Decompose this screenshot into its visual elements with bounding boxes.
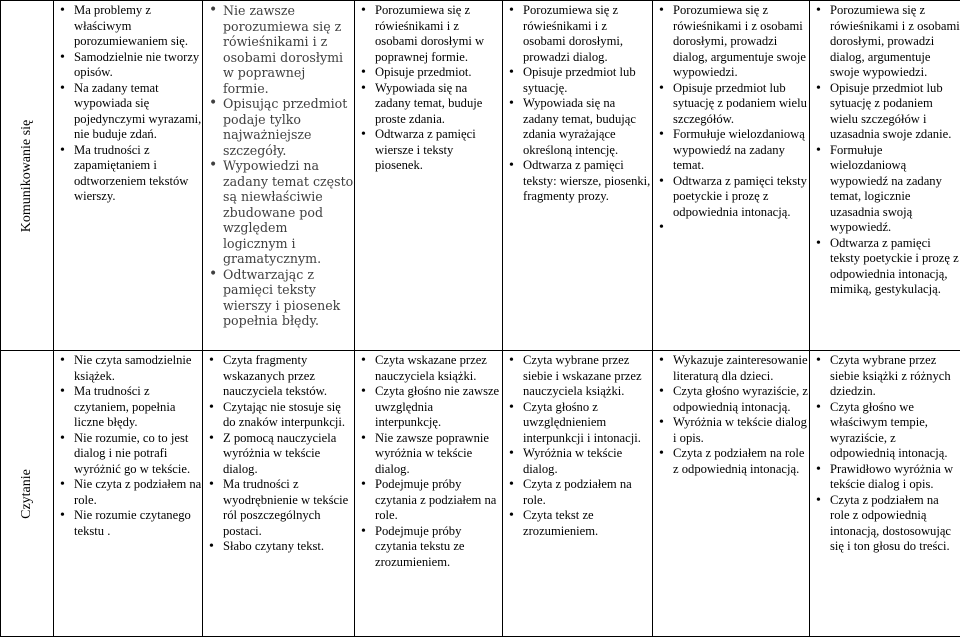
criteria-item: • Opisując przedmiot podaje tylko najważniejsze szczegóły. — [203, 96, 354, 158]
row-komunikowanie — [1, 1, 960, 351]
criteria-item: • Odtwarza z pamięci teksty poetyckie i prozę z odpowiednia intonacją, mimiką, gestykulacją. — [810, 236, 960, 298]
criteria-item: • Opisuje przedmiot lub sytuację z podaniem wielu szczegółów. — [653, 81, 809, 128]
criteria-item: • Czyta z podziałem na role. — [503, 477, 652, 508]
row-czytanie — [1, 351, 960, 637]
criteria-item: • Wypowiedzi na zadany temat często są niewłaściwie zbudowane pod względem logicznym i gramatycznym. — [203, 158, 354, 267]
criteria-item: • Z pomocą nauczyciela wyróżnia w tekście dialog. — [203, 431, 354, 478]
criteria-list — [503, 351, 652, 539]
criteria-list — [355, 351, 502, 570]
criteria-item: • Opisuje przedmiot lub sytuację. — [503, 65, 652, 96]
criteria-item: • Odtwarza z pamięci wiersze i teksty piosenek. — [355, 127, 502, 174]
criteria-cell — [503, 351, 653, 637]
criteria-item: • Czyta głośno z uwzględnieniem interpunkcji i intonacji. — [503, 400, 652, 447]
criteria-item: • Ma trudności z czytaniem, popełnia liczne błędy. — [54, 384, 202, 431]
criteria-item: • Wyróżnia w tekście dialog i opis. — [653, 415, 809, 446]
criteria-item: • Porozumiewa się z rówieśnikami i z osobami dorosłymi, prowadzi dialog, argumentuje swoje wypowiedzi. — [810, 3, 960, 81]
row-header — [1, 351, 54, 637]
criteria-cell — [653, 351, 810, 637]
criteria-item: • Formułuje wielozdaniową wypowiedź na zadany temat, logicznie uzasadnia swoją wypowiedź. — [810, 143, 960, 236]
criteria-item: • Nie zawsze poprawnie wyróżnia w tekście dialog. — [355, 431, 502, 478]
row-label: Czytanie — [19, 469, 35, 519]
criteria-item: • Na zadany temat wypowiada się pojedynczymi wyrazami, nie buduje zdań. — [54, 81, 202, 143]
criteria-item: • Podejmuje próby czytania z podziałem na role. — [355, 477, 502, 524]
criteria-item: • Czyta wskazane przez nauczyciela książki. — [355, 353, 502, 384]
criteria-item: • Czyta głośno wyraziście, z odpowiednią intonacją. — [653, 384, 809, 415]
criteria-item: • Słabo czytany tekst. — [203, 539, 354, 555]
criteria-item: • Ma problemy z właściwym porozumiewaniem się. — [54, 3, 202, 50]
criteria-item: • Wykazuje zainteresowanie literaturą dla dzieci. — [653, 353, 809, 384]
criteria-list — [653, 351, 809, 477]
criteria-cell — [810, 351, 960, 637]
criteria-item: • Prawidłowo wyróżnia w tekście dialog i opis. — [810, 462, 960, 493]
criteria-item: • Czyta głośno nie zawsze uwzględnia interpunkcję. — [355, 384, 502, 431]
criteria-list — [653, 1, 809, 220]
criteria-item: • Porozumiewa się z rówieśnikami i z osobami dorosłymi w poprawnej formie. — [355, 3, 502, 65]
criteria-item: • Opisuje przedmiot. — [355, 65, 502, 81]
criteria-list — [54, 1, 202, 205]
criteria-item: • Nie czyta z podziałem na role. — [54, 477, 202, 508]
criteria-item: • Czyta wybrane przez siebie książki z różnych dziedzin. — [810, 353, 960, 400]
criteria-item: • Czyta z podziałem na role z odpowiednią intonacją. — [653, 446, 809, 477]
criteria-item: • Czyta fragmenty wskazanych przez nauczyciela tekstów. — [203, 353, 354, 400]
criteria-cell — [653, 1, 810, 351]
criteria-item: • Porozumiewa się z rówieśnikami i z osobami dorosłymi, prowadzi dialog. — [503, 3, 652, 65]
criteria-item: • Opisuje przedmiot lub sytuację z podaniem wielu szczegółów i uzasadnia swoje zdanie. — [810, 81, 960, 143]
criteria-list — [355, 1, 502, 174]
criteria-list — [203, 351, 354, 555]
row-header — [1, 1, 54, 351]
criteria-item: • Odtwarzając z pamięci teksty wierszy i piosenek popełnia błędy. — [203, 267, 354, 329]
criteria-cell — [810, 1, 960, 351]
criteria-item: • Czyta tekst ze zrozumieniem. — [503, 508, 652, 539]
criteria-cell — [203, 351, 355, 637]
criteria-item: • Wypowiada się na zadany temat, buduje proste zdania. — [355, 81, 502, 128]
criteria-list — [203, 1, 354, 329]
criteria-cell — [503, 1, 653, 351]
criteria-cell — [355, 1, 503, 351]
criteria-item: • Wyróżnia w tekście dialog. — [503, 446, 652, 477]
criteria-item: • Czyta głośno we właściwym tempie, wyraziście, z odpowiednią intonacją. — [810, 400, 960, 462]
criteria-cell — [355, 351, 503, 637]
criteria-list — [503, 1, 652, 205]
criteria-list — [810, 351, 960, 555]
criteria-list — [54, 351, 202, 539]
criteria-cell — [54, 351, 203, 637]
criteria-item: • Nie zawsze porozumiewa się z rówieśnikami i z osobami dorosłymi w poprawnej formie. — [203, 3, 354, 96]
criteria-item: • Nie czyta samodzielnie książek. — [54, 353, 202, 384]
criteria-list — [810, 1, 960, 298]
criteria-item: • Podejmuje próby czytania tekstu ze zrozumieniem. — [355, 524, 502, 571]
criteria-item: • Odtwarza z pamięci teksty poetyckie i prozę z odpowiednia intonacją. — [653, 174, 809, 221]
criteria-item: • Nie rozumie, co to jest dialog i nie potrafi wyróżnić go w tekście. — [54, 431, 202, 478]
criteria-cell — [203, 1, 355, 351]
criteria-item: • Nie rozumie czytanego tekstu . — [54, 508, 202, 539]
criteria-item: • Czyta z podziałem na role z odpowiednią intonacją, dostosowując się i ton głosu do treści. — [810, 493, 960, 555]
criteria-cell — [54, 1, 203, 351]
criteria-item: • Samodzielnie nie tworzy opisów. — [54, 50, 202, 81]
criteria-item: • Czytając nie stosuje się do znaków interpunkcji. — [203, 400, 354, 431]
criteria-item: • Odtwarza z pamięci teksty: wiersze, piosenki, fragmenty prozy. — [503, 158, 652, 205]
row-label: Komunikowanie się — [19, 119, 35, 231]
criteria-item: • Formułuje wielozdaniową wypowiedź na zadany temat. — [653, 127, 809, 174]
criteria-item: • Porozumiewa się z rówieśnikami i z osobami dorosłymi, prowadzi dialog, argumentuje swoje wypowiedzi. — [653, 3, 809, 81]
criteria-item: • Ma trudności z zapamiętaniem i odtworzeniem tekstów wierszy. — [54, 143, 202, 205]
criteria-item: • Czyta wybrane przez siebie i wskazane przez nauczyciela książki. — [503, 353, 652, 400]
criteria-item: • Wypowiada się na zadany temat, budując zdania wyrażające określoną intencję. — [503, 96, 652, 158]
criteria-item: • Ma trudności z wyodrębnienie w tekście ról poszczególnych postaci. — [203, 477, 354, 539]
